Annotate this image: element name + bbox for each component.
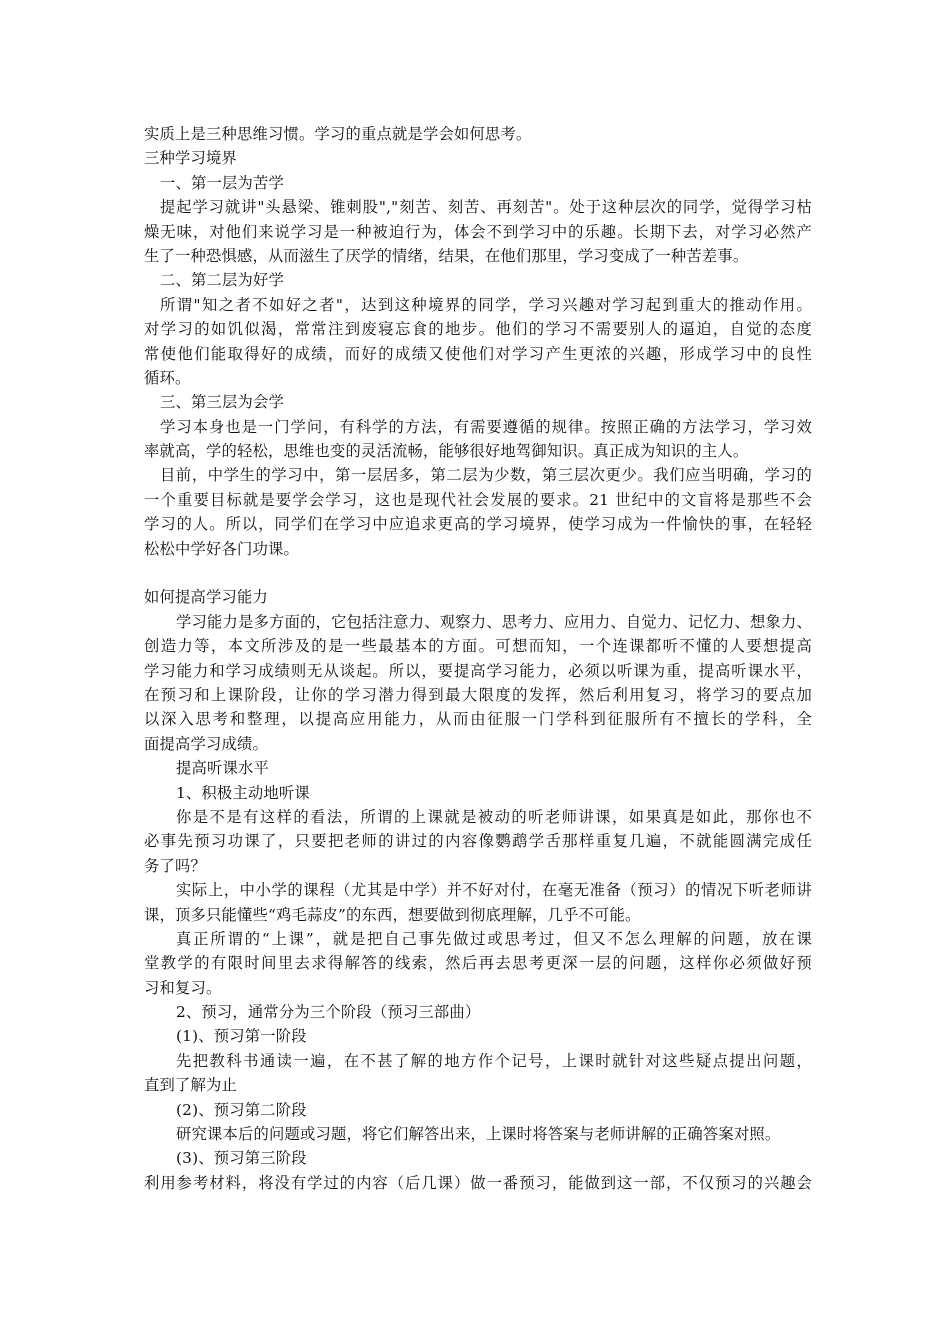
paragraph-line: 真正所谓的“上课”，就是把自己事先做过或思考过，但又不怎么理解的问题，放在课 bbox=[176, 929, 812, 948]
paragraph-line: 创造力等，本文所涉及的是一些最基本的方面。可想而知，一个连课都听不懂的人要想提高 bbox=[144, 637, 812, 656]
paragraph-line: 目前，中学生的学习中，第一层居多，第二层为少数，第三层次更少。我们应当明确，学习的 bbox=[160, 466, 812, 485]
paragraph-line: 一个重要目标就是要学会学习，这也是现代社会发展的要求。21 世纪中的文盲将是那些不会 bbox=[144, 490, 812, 509]
subsection-heading: (2)、预习第二阶段 bbox=[176, 1100, 307, 1119]
paragraph-line: 研究课本后的问题或习题，将它们解答出来，上课时将答案与老师讲解的正确答案对照。 bbox=[176, 1125, 781, 1144]
paragraph-line: 利用参考材料，将没有学过的内容（后几课）做一番预习，能做到这一部，不仅预习的兴趣会 bbox=[144, 1173, 812, 1192]
subsection-heading: 提高听课水平 bbox=[176, 759, 269, 778]
paragraph-line: 在预习和上课阶段，让你的学习潜力得到最大限度的发挥，然后利用复习，将学习的要点加 bbox=[144, 685, 812, 704]
paragraph-line: 生了一种恐惧感，从而滋生了厌学的情绪，结果，在他们那里，学习变成了一种苦差事。 bbox=[144, 246, 749, 265]
paragraph-line: 燥无味，对他们来说学习是一种被迫行为，体会不到学习中的乐趣。长期下去，对学习必然产 bbox=[144, 222, 812, 241]
paragraph-line: 先把教科书通读一遍，在不甚了解的地方作个记号，上课时就针对这些疑点提出问题， bbox=[176, 1051, 812, 1070]
section-heading: 如何提高学习能力 bbox=[144, 588, 268, 607]
paragraph-line: 对学习的如饥似渴，常常注到废寝忘食的地步。他们的学习不需要别人的逼迫，自觉的态度 bbox=[144, 320, 812, 339]
paragraph-line: 习和复习。 bbox=[144, 978, 222, 997]
subsection-heading: 一、第一层为苦学 bbox=[160, 173, 284, 192]
subsection-heading: (1)、预习第一阶段 bbox=[176, 1027, 307, 1046]
subsection-heading: 二、第二层为好学 bbox=[160, 271, 284, 290]
paragraph-line: 提起学习就讲"头悬梁、锥刺股","刻苦、刻苦、再刻苦"。处于这种层次的同学，觉得学习枯 bbox=[160, 198, 812, 217]
paragraph-line: 实际上，中小学的课程（尤其是中学）并不好对付，在毫无准备（预习）的情况下听老师讲 bbox=[176, 881, 812, 900]
subsection-heading: 1、积极主动地听课 bbox=[176, 783, 310, 802]
paragraph-line: 松松中学好各门功课。 bbox=[144, 539, 299, 558]
section-heading: 三种学习境界 bbox=[144, 149, 237, 168]
paragraph-line: 循环。 bbox=[144, 368, 191, 387]
paragraph-line: 你是不是有这样的看法，所谓的上课就是被动的听老师讲课，如果真是如此，那你也不 bbox=[176, 807, 812, 826]
paragraph-line: 所谓"知之者不如好之者"，达到这种境界的同学，学习兴趣对学习起到重大的推动作用。 bbox=[160, 295, 812, 314]
blank-line bbox=[144, 561, 812, 585]
paragraph-line: 以深入思考和整理，以提高应用能力，从而由征服一门学科到征服所有不擅长的学科，全 bbox=[144, 710, 812, 729]
document-page bbox=[144, 122, 812, 1195]
paragraph-line: 堂教学的有限时间里去求得解答的线索，然后再去思考更深一层的问题，这样你必须做好预 bbox=[144, 954, 812, 973]
paragraph-line: 课，顶多只能懂些“鸡毛蒜皮”的东西，想要做到彻底理解，几乎不可能。 bbox=[144, 905, 641, 924]
subsection-heading: 2、预习，通常分为三个阶段（预习三部曲） bbox=[176, 1003, 481, 1022]
paragraph-line: 学习能力是多方面的，它包括注意力、观察力、思考力、应用力、自觉力、记忆力、想象力、 bbox=[176, 612, 812, 631]
subsection-heading: (3)、预习第三阶段 bbox=[176, 1149, 307, 1168]
paragraph-line: 学习能力和学习成绩则无从谈起。所以，要提高学习能力，必须以听课为重，提高听课水平， bbox=[144, 661, 812, 680]
paragraph-line: 务了吗？ bbox=[144, 856, 206, 875]
paragraph-line: 学习的人。所以，同学们在学习中应追求更高的学习境界，使学习成为一件愉快的事，在轻轻 bbox=[144, 515, 812, 534]
paragraph-line: 直到了解为止 bbox=[144, 1076, 237, 1095]
text-line: 实质上是三种思维习惯。学习的重点就是学会如何思考。 bbox=[144, 125, 532, 143]
paragraph-line: 面提高学习成绩。 bbox=[144, 734, 268, 753]
subsection-heading: 三、第三层为会学 bbox=[160, 393, 284, 412]
paragraph-line: 率就高，学的轻松，思维也变的灵活流畅，能够很好地驾御知识。真正成为知识的主人。 bbox=[144, 442, 749, 461]
paragraph-line: 常使他们能取得好的成绩，而好的成绩又使他们对学习产生更浓的兴趣，形成学习中的良性 bbox=[144, 344, 812, 363]
paragraph-line: 必事先预习功课了，只要把老师的讲过的内容像鹦鹉学舌那样重复几遍，不就能圆满完成任 bbox=[144, 832, 812, 851]
paragraph-line: 学习本身也是一门学问，有科学的方法，有需要遵循的规律。按照正确的方法学习，学习效 bbox=[160, 417, 812, 436]
